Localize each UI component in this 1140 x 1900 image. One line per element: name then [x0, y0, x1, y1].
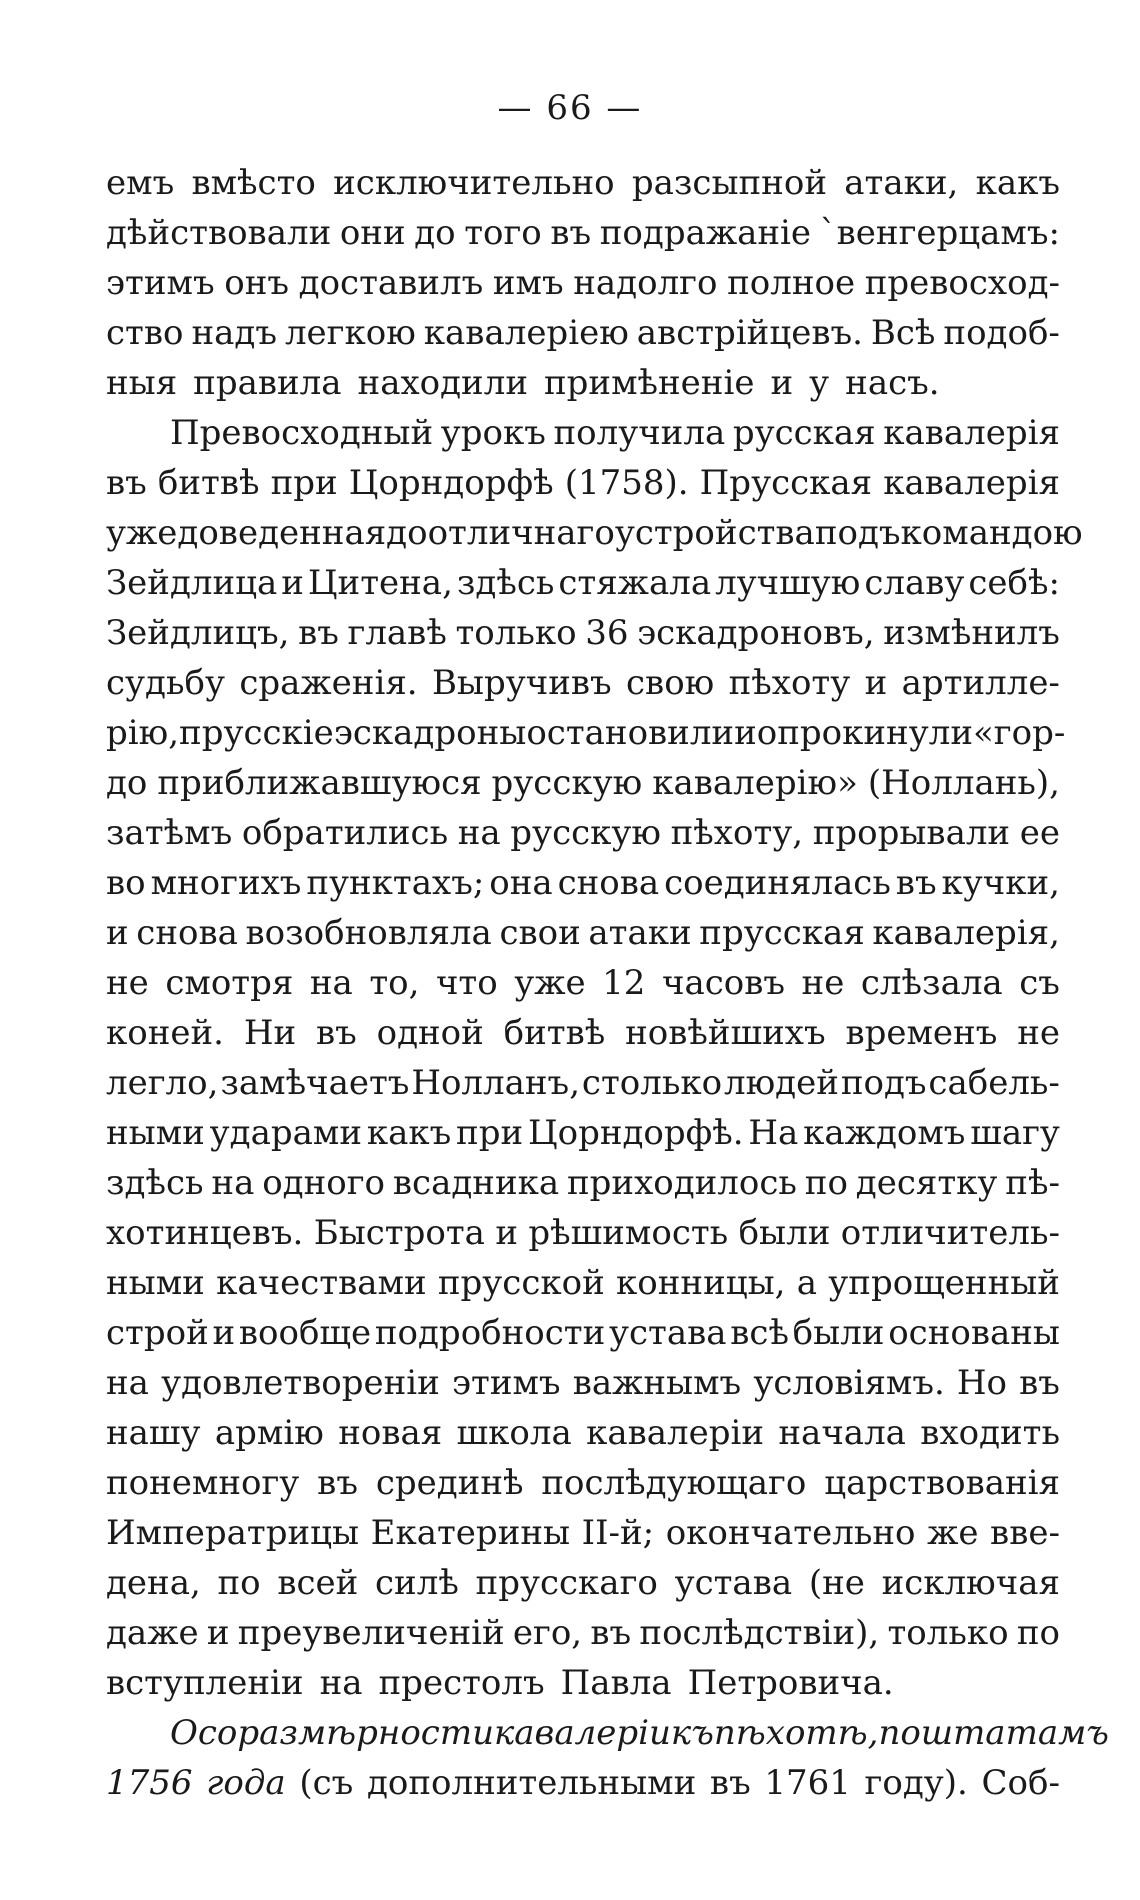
word: этимъ	[451, 1363, 561, 1403]
word: до	[414, 213, 456, 253]
word: ныя	[106, 363, 178, 403]
word: кавалерія,	[872, 913, 1060, 953]
word: главѣ	[347, 613, 447, 653]
text-line	[106, 1358, 1060, 1408]
text-line	[106, 308, 1060, 358]
word: были	[792, 1313, 885, 1353]
word: доставилъ	[298, 263, 484, 303]
word: битвѣ	[157, 463, 260, 503]
word: урокъ	[440, 413, 546, 453]
word: какъ	[366, 1113, 452, 1153]
text-line	[106, 258, 1060, 308]
word: Зейдлицъ,	[106, 613, 290, 653]
word: на	[319, 1663, 363, 1703]
word: замѣчаетъ	[220, 1063, 410, 1103]
word: армію	[214, 1413, 324, 1453]
word: Екатерины	[370, 1513, 571, 1553]
word: а	[796, 1263, 818, 1303]
word: Всѣ	[870, 313, 936, 353]
text-line	[106, 1208, 1060, 1258]
word: 12	[602, 963, 646, 1003]
word: смотря	[165, 963, 294, 1003]
page-number: — 66 —	[497, 88, 643, 128]
word: подробности	[374, 1313, 606, 1353]
body-text	[106, 158, 1109, 1808]
word: начала	[778, 1413, 906, 1453]
text-line	[106, 508, 1083, 558]
word: десятку	[855, 1163, 998, 1203]
word: удовлетвореніи	[161, 1363, 440, 1403]
word: русская	[732, 413, 876, 453]
word: на	[457, 813, 501, 853]
word: хотинцевъ.	[106, 1213, 304, 1253]
word: въ	[895, 863, 937, 903]
word: не	[801, 963, 845, 1003]
word: всадника	[392, 1163, 560, 1203]
text-line	[106, 158, 1060, 208]
word: затѣмъ	[106, 813, 233, 853]
word: легкою	[284, 313, 416, 353]
word: приближавшуюся	[157, 763, 482, 803]
word: въ	[550, 213, 592, 253]
word: срединѣ	[375, 1463, 524, 1503]
text-line	[106, 1758, 1060, 1808]
text-line	[106, 1258, 1060, 1308]
word: сраженія.	[239, 663, 418, 703]
word: русскую	[491, 763, 643, 803]
word: каждомъ	[803, 1113, 966, 1153]
word: прорывали	[812, 813, 1011, 853]
word: подъ	[814, 513, 901, 553]
word: Императрицы	[106, 1513, 360, 1553]
word: атаки	[588, 913, 692, 953]
word: послѣдующаго	[541, 1463, 807, 1503]
word: людей	[723, 1063, 839, 1103]
word: года	[206, 1763, 286, 1803]
word: новая	[338, 1413, 443, 1453]
word: ударами	[209, 1113, 363, 1153]
word: доведенная	[177, 513, 387, 553]
word: же	[927, 1513, 979, 1553]
word: коней.	[106, 1013, 224, 1053]
word: имъ	[492, 263, 564, 303]
word: (не	[808, 1563, 865, 1603]
text-line	[106, 658, 1060, 708]
word: дѣйствовали	[106, 213, 332, 253]
word: они	[339, 213, 406, 253]
word: вообще	[238, 1313, 372, 1353]
word: не	[106, 963, 149, 1003]
word: и	[770, 363, 794, 403]
word: (1758).	[564, 463, 689, 503]
word: понемногу	[106, 1463, 300, 1503]
word: 1756	[106, 1763, 193, 1803]
word: Выручивъ	[431, 663, 612, 703]
word: исключая	[881, 1563, 1060, 1603]
word: временъ	[845, 1013, 998, 1053]
word: На	[748, 1113, 799, 1153]
word: и	[281, 563, 304, 603]
word: кучки,	[941, 863, 1060, 903]
word: качествами	[216, 1263, 427, 1303]
word: престолъ	[378, 1663, 545, 1703]
word: Соб-	[981, 1763, 1060, 1803]
word: году).	[864, 1763, 968, 1803]
word: основаны	[888, 1313, 1060, 1353]
word: примѣненіе	[543, 363, 755, 403]
word: одного	[262, 1163, 386, 1203]
word: при	[456, 1113, 524, 1153]
text-line	[106, 558, 1060, 608]
word: нашу	[106, 1413, 201, 1453]
word: въ	[709, 1763, 751, 1803]
word: битвѣ	[503, 1013, 606, 1053]
word: Но	[956, 1363, 1008, 1403]
word: ными	[106, 1113, 205, 1153]
word: школа	[456, 1413, 572, 1453]
word: часовъ	[661, 963, 786, 1003]
word: командою	[900, 513, 1083, 553]
word: прусскаго	[475, 1563, 658, 1603]
word: рію,	[106, 713, 180, 753]
word: Прусская	[699, 463, 873, 503]
text-line	[106, 1558, 1060, 1608]
word: и	[864, 663, 888, 703]
word: австрійцевъ.	[636, 313, 863, 353]
word: и	[734, 713, 757, 753]
word: находили	[357, 363, 528, 403]
word: 1761	[764, 1763, 851, 1803]
word: «гор-	[972, 713, 1066, 753]
word: до	[386, 513, 428, 553]
text-line	[106, 1108, 1060, 1158]
word: превосход-	[864, 263, 1060, 303]
word: всей	[277, 1563, 359, 1603]
word: полное	[727, 263, 856, 303]
word: прусская	[699, 913, 865, 953]
word: только	[455, 613, 577, 653]
word: подражаніе	[599, 213, 812, 253]
word: послѣдствіи),	[639, 1613, 880, 1653]
word: и	[206, 1613, 230, 1653]
word: строй	[106, 1313, 209, 1353]
word: во	[106, 863, 146, 903]
word: ство	[106, 313, 184, 353]
word: Ни	[243, 1013, 297, 1053]
word: силѣ	[375, 1563, 459, 1603]
word: одной	[376, 1013, 484, 1053]
word: (съ	[299, 1763, 354, 1803]
word: прусской	[437, 1263, 605, 1303]
word: были	[738, 1213, 831, 1253]
text-line	[106, 208, 1060, 258]
word: конницы,	[616, 1263, 786, 1303]
word: исключительно	[333, 163, 615, 203]
text-line	[106, 408, 1060, 458]
word: эскадроны	[333, 713, 527, 753]
word: снова	[557, 863, 660, 903]
word: пѣхотѣ,	[713, 1713, 879, 1753]
text-line	[106, 1708, 1109, 1758]
word: его,	[512, 1613, 583, 1653]
word: уже	[106, 513, 178, 553]
word: не	[1017, 1013, 1060, 1053]
word: новѣйшихъ	[625, 1013, 826, 1053]
word: надолго	[573, 263, 718, 303]
word: вступленіи	[106, 1663, 304, 1703]
word: при	[270, 463, 338, 503]
word: отличнаго	[427, 513, 615, 553]
word: 36	[585, 613, 629, 653]
word: въ	[317, 1463, 358, 1503]
word: кавалерія	[883, 413, 1060, 453]
word: ными	[106, 1263, 205, 1303]
word: по	[217, 1563, 261, 1603]
word: дополнительными	[366, 1763, 697, 1803]
word: онъ	[224, 263, 289, 303]
word: и	[212, 1313, 236, 1353]
text-line	[106, 1008, 1060, 1058]
word: здѣсь	[456, 563, 555, 603]
word: въ	[590, 1613, 632, 1653]
word: обратились	[241, 813, 449, 853]
word: прусскіе	[179, 713, 334, 753]
word: въ	[106, 463, 147, 503]
text-line	[106, 608, 1060, 658]
word: того	[464, 213, 542, 253]
word: на	[106, 1363, 149, 1403]
word: многихъ	[150, 863, 302, 903]
word: на	[309, 963, 353, 1003]
word: устава	[674, 1563, 793, 1603]
text-line	[106, 1658, 1060, 1708]
word: какъ	[975, 163, 1060, 203]
word: этимъ	[106, 263, 215, 303]
word: условіямъ.	[753, 1363, 945, 1403]
word: Петровича.	[687, 1663, 894, 1703]
word: у	[809, 363, 830, 403]
word: по	[1016, 1613, 1060, 1653]
word: здѣсь	[106, 1163, 204, 1203]
word: Цорндорфѣ.	[527, 1113, 744, 1153]
word: важнымъ	[572, 1363, 742, 1403]
word: Цитена,	[307, 563, 453, 603]
word: емъ	[106, 163, 175, 203]
word: Превосходный	[170, 413, 434, 453]
word: въ	[298, 613, 339, 653]
word: свою	[626, 663, 715, 703]
text-line	[106, 1458, 1060, 1508]
word: даже	[106, 1613, 199, 1653]
word: устройства	[614, 513, 815, 553]
word: русскую	[510, 813, 662, 853]
word: славу	[864, 563, 965, 603]
word: О	[170, 1713, 198, 1753]
text-line	[106, 458, 1060, 508]
word: судьбу	[106, 663, 225, 703]
word: приходилось	[566, 1163, 797, 1203]
text-line	[106, 708, 1066, 758]
word: кавалеріи	[493, 1713, 671, 1753]
word: рѣшимость	[528, 1213, 729, 1253]
word: себѣ:	[968, 563, 1060, 603]
word: то,	[369, 963, 420, 1003]
word: стяжала	[558, 563, 712, 603]
word: Павла	[560, 1663, 672, 1703]
word: вве-	[990, 1513, 1060, 1553]
word: штатамъ	[920, 1713, 1109, 1753]
word: соединялась	[664, 863, 891, 903]
word: столько	[581, 1063, 723, 1103]
text-line	[106, 758, 1060, 808]
word: кавалеріи	[586, 1413, 765, 1453]
word: преувеличеній	[237, 1613, 505, 1653]
word: до	[106, 763, 148, 803]
word: соразмѣрности	[197, 1713, 494, 1753]
word: `венгерцамъ:	[819, 213, 1060, 253]
text-line	[106, 858, 1060, 908]
text-line	[106, 1058, 1060, 1108]
word: пѣхоту	[728, 663, 851, 703]
word: сабель-	[928, 1063, 1060, 1103]
word: Нолланъ,	[411, 1063, 581, 1103]
word: кавалерію»	[652, 763, 858, 803]
word: II-й;	[581, 1513, 655, 1553]
word: по	[804, 1163, 848, 1203]
word: Быстрота	[313, 1213, 485, 1253]
word: остановили	[526, 713, 735, 753]
word: подоб-	[943, 313, 1060, 353]
word: отличитель-	[840, 1213, 1060, 1253]
word: только	[887, 1613, 1009, 1653]
word: уже	[514, 963, 586, 1003]
word: снова	[136, 913, 238, 953]
word: свои	[499, 913, 581, 953]
word: атаки,	[844, 163, 959, 203]
text-line	[106, 1508, 1060, 1558]
word: кавалерія	[883, 463, 1060, 503]
word: Зейдлица	[106, 563, 278, 603]
word: правила	[193, 363, 342, 403]
text-line	[106, 1158, 1060, 1208]
word: насъ.	[845, 363, 940, 403]
word: царствованія	[824, 1463, 1060, 1503]
word: вмѣсто	[191, 163, 316, 203]
word: опрокинули	[756, 713, 973, 753]
word: кавалеріею	[423, 313, 629, 353]
word: по	[878, 1713, 921, 1753]
word: слѣзала	[860, 963, 1003, 1003]
text-line	[106, 1408, 1060, 1458]
word: эскадроновъ,	[637, 613, 875, 653]
word: пѣ-	[1005, 1163, 1060, 1203]
text-line	[106, 908, 1060, 958]
word: и	[106, 913, 129, 953]
word: измѣнилъ	[883, 613, 1060, 653]
word: ее	[1019, 813, 1060, 853]
word: что	[435, 963, 498, 1003]
text-line	[106, 958, 1060, 1008]
word: надъ	[191, 313, 277, 353]
word: пѣхоту,	[670, 813, 804, 853]
word: на	[211, 1163, 255, 1203]
word: лучшую	[715, 563, 861, 603]
word: и	[495, 1213, 518, 1253]
text-line	[106, 808, 1060, 858]
word: легло,	[106, 1063, 219, 1103]
word: упрощенный	[828, 1263, 1060, 1303]
word: окончательно	[665, 1513, 916, 1553]
word: получила	[553, 413, 726, 453]
word: дена,	[106, 1563, 201, 1603]
word: Цорндорфѣ	[348, 463, 554, 503]
word: шагу	[970, 1113, 1060, 1153]
word: (Ноллань),	[867, 763, 1060, 803]
text-line	[106, 1308, 1060, 1358]
word: съ	[1019, 963, 1060, 1003]
word: она	[489, 863, 553, 903]
word: къ	[670, 1713, 714, 1753]
word: въ	[1019, 1363, 1060, 1403]
word: пунктахъ;	[306, 863, 485, 903]
word: въ	[315, 1013, 357, 1053]
word: возобновляла	[245, 913, 492, 953]
word: всѣ	[730, 1313, 789, 1353]
word: устава	[609, 1313, 727, 1353]
word: разсыпной	[631, 163, 827, 203]
text-line	[106, 1608, 1060, 1658]
word: артилле-	[901, 663, 1060, 703]
word: подъ	[840, 1063, 927, 1103]
word: входить	[920, 1413, 1060, 1453]
text-line	[106, 358, 1060, 408]
